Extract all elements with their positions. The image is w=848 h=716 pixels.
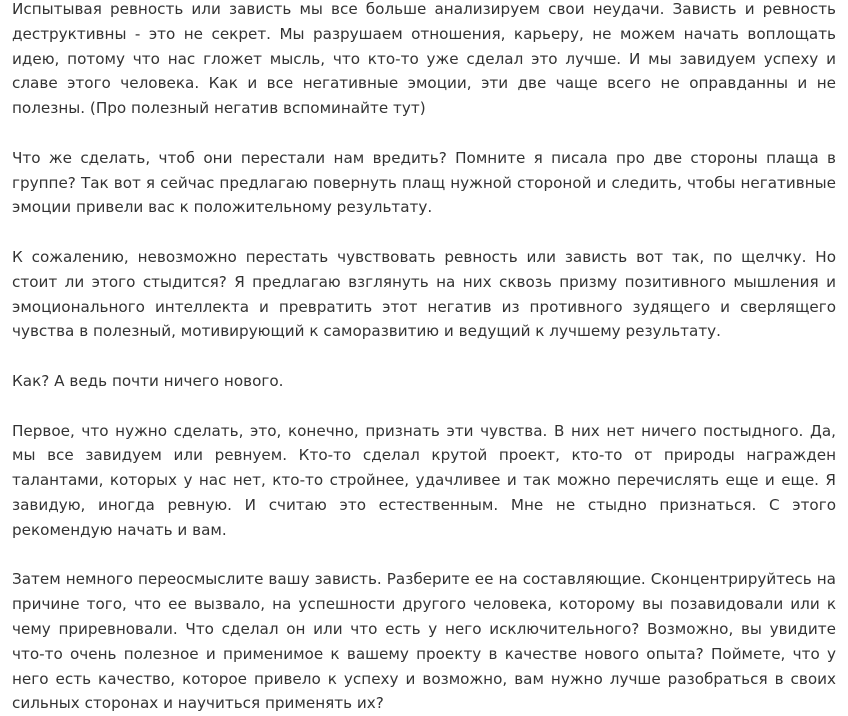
- paragraph-3: К сожалению, невозможно перестать чувствовать ревность или зависть вот так, по щелчку. Но стоит ли этого стыдится? Я предлагаю взглянуть на них сквозь призму позитивного мышления и эмоционального интеллекта и превратить этот негатив из противного зудящего и сверлящего чувства в полезный, мотивирующий к саморазвитию и ведущий к лучшему результату.: [12, 247, 836, 341]
- paragraph-5: Первое, что нужно сделать, это, конечно, признать эти чувства. В них нет ничего постыдного. Да, мы все завидуем или ревнуем. Кто-то сделал крутой проект, кто-то от природы награжден талантами, которых у нас нет, кто-то стройнее, удачливее и так можно перечислять еще и еще. Я завидую, иногда ревную. И считаю это естественным. Мне не стыдно признаться. С этого рекомендую начать и вам.: [12, 421, 836, 539]
- paragraph-4: Как? А ведь почти ничего нового.: [12, 371, 284, 390]
- paragraph-2: Что же сделать, чтоб они перестали нам вредить? Помните я писала про две стороны плаща в группе? Так вот я сейчас предлагаю повернуть плащ нужной стороной и следить, чтобы негативные эмоции привели вас к положительному результату.: [12, 148, 836, 217]
- paragraph-6: Затем немного переосмыслите вашу зависть. Разберите ее на составляющие. Сконцентрируйтесь на причине того, что ее вызвало, на успешности другого человека, которому вы позавидовали или к чему приревновали. Что сделал он или что есть у него исключительного? Возможно, вы увидите что-то очень полезное и применимое к вашему проекту в качестве нового опыта? Поймете, что у него есть качество, которое привело к успеху и возможно, вам нужно лучше разобраться в своих сильных сторонах и научиться применять их?: [12, 570, 836, 713]
- paragraph-1: Испытывая ревность или зависть мы все больше анализируем свои неудачи. Зависть и ревность деструктивны - это не секрет. Мы разрушаем отношения, карьеру, не можем начать воплощать идею, потому что нас гложет мысль, что кто-то уже сделал это лучше. И мы завидуем успеху и славе этого человека. Как и все негативные эмоции, эти две чаще всего не оправданны и не полезны. (Про полезный негатив вспоминайте тут): [12, 0, 836, 118]
